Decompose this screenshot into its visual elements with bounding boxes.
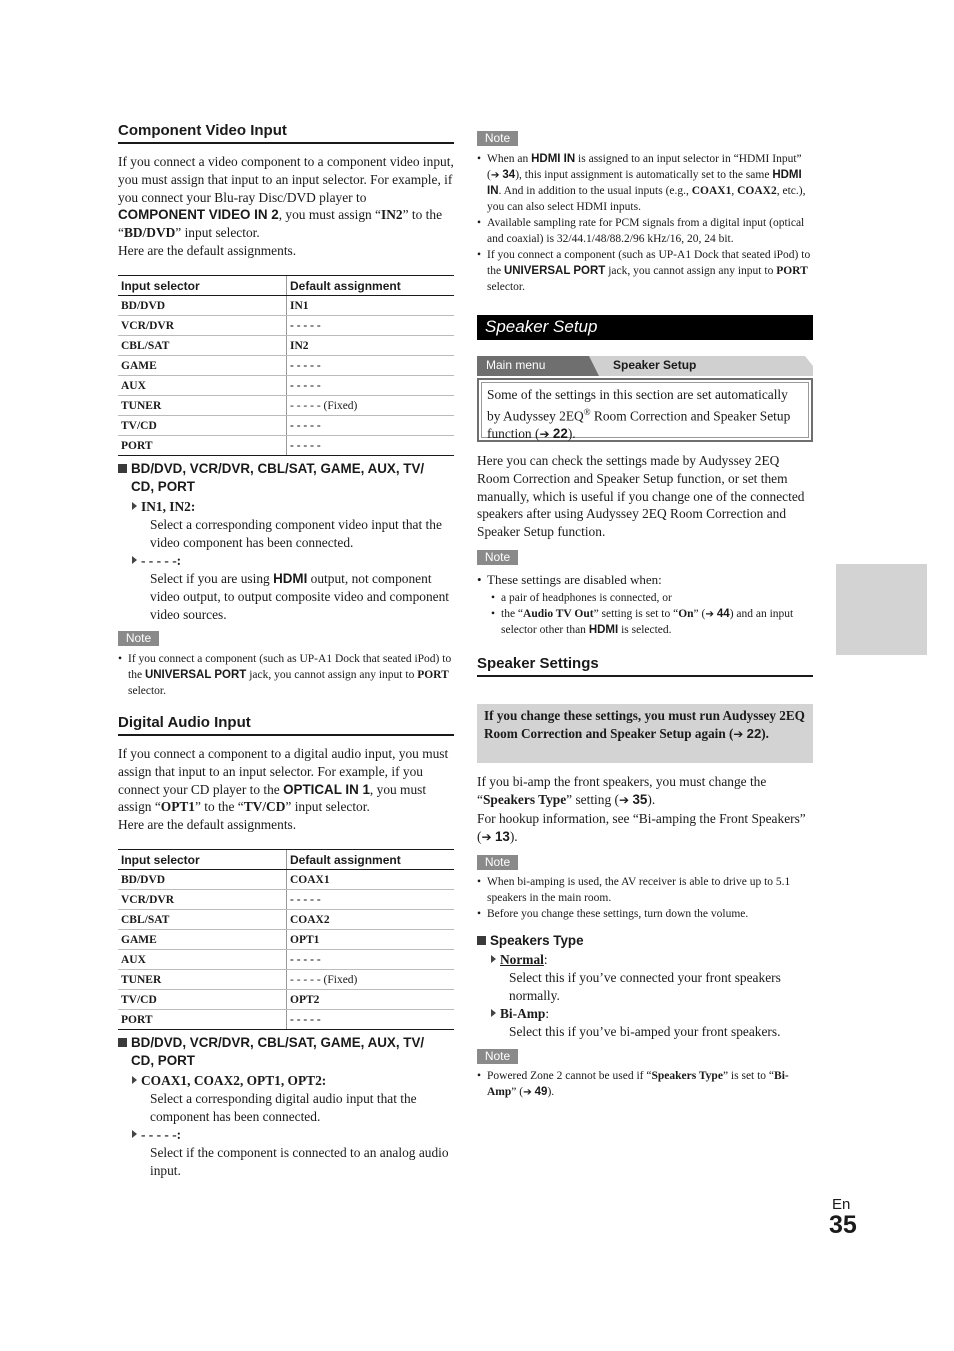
page-number: 35 [829,1211,857,1239]
col-default-assignment: Default assignment [287,276,455,296]
list-item: • the “Audio TV Out” setting is set to “On” (➔ 44) and an input selector other than HDMI is selected. [491,606,813,638]
list-item: • Powered Zone 2 cannot be used if “Speakers Type” is set to “Bi-Amp” (➔ 49). [477,1068,813,1100]
arrow-right-icon: ➔ [539,427,550,442]
square-bullet-icon [118,1038,127,1047]
table-row: TV/CD OPT2 [118,990,454,1010]
option-none-desc: Select if you are using HDMI output, not component video output, to output composite video and component video sources. [150,571,450,622]
component-note-list [118,651,454,699]
table-row: PORT - - - - - [118,436,454,456]
table-row: TUNER - - - - - (Fixed) [118,396,454,416]
option-normal-desc: Select this if you’ve connected your front speakers normally. [509,970,781,1003]
component-video-title: Component Video Input [118,122,454,144]
table-header [118,850,454,870]
table-row: AUX - - - - - [118,950,454,970]
option-normal: Normal: [491,951,548,969]
component-video-table [118,275,454,456]
hookup-para: For hookup information, see “Bi-amping the Front Speakers” (➔ 13). [477,811,806,844]
speakers-type-heading: Speakers Type [477,932,813,950]
table-row: BD/DVD COAX1 [118,870,454,890]
biamp-note-list [477,874,813,922]
option-none: - - - - -: [132,1126,181,1144]
component-selectors-heading: BD/DVD, VCR/DVR, CBL/SAT, GAME, AUX, TV/ CD, PORT [118,460,454,496]
arrow-right-icon: ➔ [490,169,500,181]
triangle-bullet-icon [491,955,496,963]
option-coax-opt-desc: Select a corresponding digital audio input that the component has been connected. [150,1091,417,1124]
table-row: CBL/SAT COAX2 [118,910,454,930]
list-item: • If you connect a component (such as UP-A1 Dock that seated iPod) to the UNIVERSAL PORT jack, you cannot assign any input to PORT selector. [118,651,454,699]
arrow-right-icon: ➔ [523,1086,532,1098]
option-none: - - - - -: [132,552,181,570]
digital-audio-table [118,849,454,1030]
triangle-bullet-icon [491,1009,496,1017]
list-item: • Available sampling rate for PCM signals from a digital input (optical and coaxial) is 32/44.1/48/88.2/96 kHz/16, 20, 24 bit. [477,215,813,247]
table-row: CBL/SAT IN2 [118,336,454,356]
list-item: • Before you change these settings, turn down the volume. [477,906,813,922]
option-biamp-desc: Select this if you’ve bi-amped your front speakers. [509,1024,781,1039]
option-coax-opt: COAX1, COAX2, OPT1, OPT2: [132,1072,326,1090]
note-label: Note [477,131,518,146]
option-none-desc: Select if the component is connected to an analog audio input. [150,1145,449,1178]
list-item: • When an HDMI IN is assigned to an input selector in “HDMI Input” (➔ 34), this input assignment is automatically set to the same HDMI IN. And in addition to the usual inputs (e.g., COAX1, COAX2, etc.), you can also select HDMI inputs. [477,151,813,215]
triangle-bullet-icon [132,1130,137,1138]
col-default-assignment: Default assignment [287,850,455,870]
digital-selectors-heading: BD/DVD, VCR/DVR, CBL/SAT, GAME, AUX, TV/ CD, PORT [118,1034,454,1070]
speaker-settings-title: Speaker Settings [477,655,813,677]
table-row: BD/DVD IN1 [118,296,454,316]
square-bullet-icon [118,464,127,473]
table-row: GAME - - - - - [118,356,454,376]
biamp-para: If you bi-amp the front speakers, you must change the “Speakers Type” setting (➔ 35). [477,774,767,807]
triangle-bullet-icon [132,556,137,564]
speaker-setup-note: • These settings are disabled when: • a pair of headphones is connected, or • the “Audio TV Out” setting is set to “On” (➔ 44) and an input selector other than HDMI is selected. [477,571,813,638]
note-label: Note [477,550,518,565]
col-input-selector: Input selector [118,850,287,870]
digital-audio-title: Digital Audio Input [118,714,454,736]
square-bullet-icon [477,936,486,945]
auto-settings-box: Some of the settings in this section are set automatically by Audyssey 2EQ® Room Correction and Speaker Setup function (➔ 22). [477,378,813,442]
speaker-setup-banner [477,315,813,340]
warning-box: If you change these settings, you must run Audyssey 2EQ Room Correction and Speaker Setup again (➔ 22). [477,704,813,763]
digital-audio-intro: If you connect a component to a digital audio input, you must assign that input to an input selector. For example, if you connect your CD player to the OPTICAL IN 1, you must assign “OPT1” to the “TV/CD” input selector. Here are the default assignments. [118,746,449,833]
table-row: PORT - - - - - [118,1010,454,1030]
table-row: AUX - - - - - [118,376,454,396]
list-item: • a pair of headphones is connected, or [491,590,813,606]
table-row: VCR/DVR - - - - - [118,316,454,336]
note-label: Note [118,631,159,646]
triangle-bullet-icon [132,1076,137,1084]
page-language: En [832,1196,851,1213]
table-row: GAME OPT1 [118,930,454,950]
option-in1-in2: IN1, IN2: [132,498,195,516]
arrow-right-icon: ➔ [618,792,630,807]
option-in1-in2-desc: Select a corresponding component video input that the video component has been connected. [150,517,442,550]
note-sub-list [477,590,813,638]
list-item: • When bi-amping is used, the AV receiver is able to drive up to 5.1 speakers in the main room. [477,874,813,906]
arrow-right-icon: ➔ [733,726,744,741]
breadcrumb-speaker-setup: Speaker Setup [613,358,697,372]
speaker-setup-para: Here you can check the settings made by Audyssey 2EQ Room Correction and Speaker Setup function, or set them manually, which is useful if you change one of the connected speakers after using Audyssey 2EQ Room Correction and Speaker Setup function. [477,453,805,540]
note-main: These settings are disabled when: [487,572,662,587]
speaker-setup-title: Speaker Setup [485,317,598,336]
top-note-list [477,151,813,295]
option-biamp: Bi-Amp: [491,1005,549,1023]
table-row: TUNER - - - - - (Fixed) [118,970,454,990]
side-tab [836,564,927,655]
triangle-bullet-icon [132,502,137,510]
note-label: Note [477,855,518,870]
zone2-note-list [477,1068,813,1100]
arrow-right-icon: ➔ [481,829,492,844]
arrow-right-icon: ➔ [705,608,715,620]
menu-breadcrumb [477,356,813,376]
breadcrumb-main-menu: Main menu [486,358,546,372]
table-row: TV/CD - - - - - [118,416,454,436]
component-video-intro: If you connect a video component to a component video input, you must assign that input to an input selector. For example, if you connect your Blu-ray Disc/DVD player to COMPONENT VIDEO IN 2, you must assign “IN2” to the “BD/DVD” input selector. Here are the default assignments. [118,154,454,258]
note-label: Note [477,1049,518,1064]
col-input-selector: Input selector [118,276,287,296]
table-header [118,276,454,296]
list-item: • If you connect a component (such as UP-A1 Dock that seated iPod) to the UNIVERSAL PORT jack, you cannot assign any input to PORT selector. [477,247,813,295]
table-row: VCR/DVR - - - - - [118,890,454,910]
